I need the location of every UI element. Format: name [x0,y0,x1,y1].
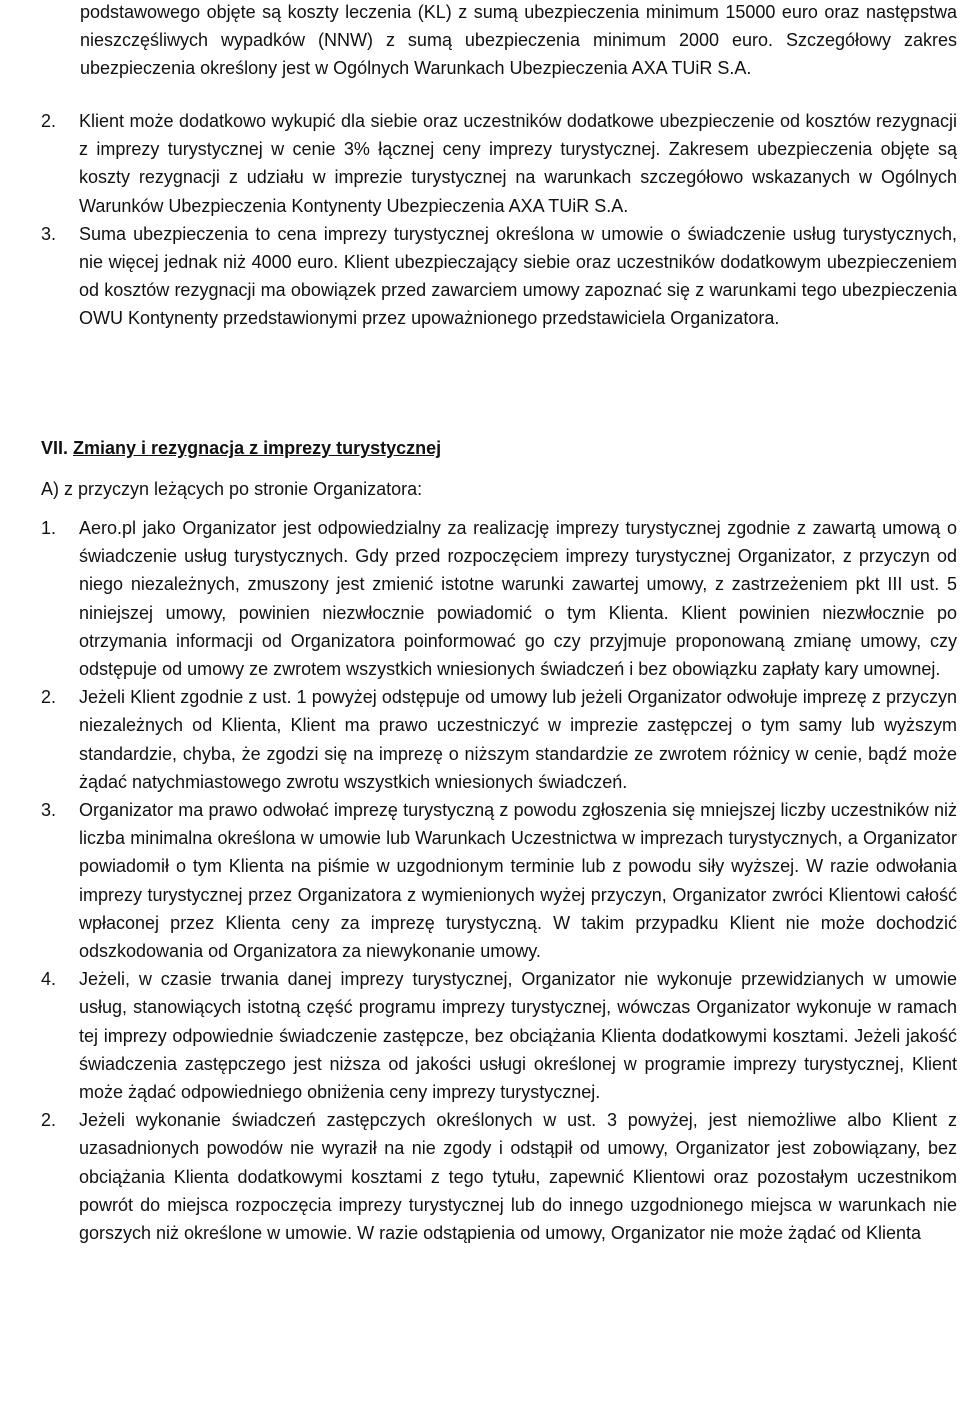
paragraph-continuation: podstawowego objęte są koszty leczenia (KL) z sumą ubezpieczenia minimum 15000 euro oraz następstwa nieszczęśliwych wypadków (NNW) z sumą ubezpieczenia minimum 2000 euro. Szczegółowy zakres ubezpieczenia określony jest w Ogólnych Warunkach Ubezpieczenia AXA TUiR S.A. [80,2,957,79]
list-item-text: Aero.pl jako Organizator jest odpowiedzialny za realizację imprezy turystycznej zgodnie z zawartą umową o świadczenie usług turystycznych. Gdy przed rozpoczęciem imprezy turystycznej Organizator, z przyczyn od niego niezależnych, zmuszony jest zmienić istotne warunki zawartej umowy, z zastrzeżeniem pkt III ust. 5 niniejszej umowy, powinien niezwłocznie powiadomić o tym Klienta. Klient powinien niezwłocznie po otrzymania informacji od Organizatora poinformować go czy przyjmuje proponowaną zmianę umowy, czy odstępuje od umowy ze zwrotem wszystkich wniesionych świadczeń i bez obowiązku zapłaty kary umownej. [79,518,957,680]
list-item-number: 2. [41,111,57,131]
list-item-text: Suma ubezpieczenia to cena imprezy turystycznej określona w umowie o świadczenie usług turystycznych, nie więcej jednak niż 4000 euro. Klient ubezpieczający siebie oraz uczestników dodatkowym ubezpieczeniem od kosztów rezygnacji ma obowiązek przed zawarciem umowy zapoznać się z warunkami tego ubezpieczenia OWU Kontynenty przedstawionymi przez upoważnionego przedstawiciela Organizatora. [79,223,957,329]
section-subtitle: A) z przyczyn leżących po stronie Organizatora: [41,479,423,499]
list-item [41,683,957,796]
list-item-text: Jeżeli wykonanie świadczeń zastępczych określonych w ust. 3 powyżej, jest niemożliwe albo Klient z uzasadnionych powodów nie wyraził na nie zgody i odstąpił od umowy, Organizator jest zobowiązany, bez obciążania Klienta dodatkowymi kosztami z tego tytułu, zapewnić Klientowi oraz pozostałym uczestnikom powrót do miejsca rozpoczęcia imprezy turystycznej lub do innego uzgodnionego miejsca w warunkach nie gorszych niż określone w umowie. W razie odstąpienia od umowy, Organizator nie może żądać od Klienta [79,1110,957,1244]
list-item [41,965,957,1106]
list-item [41,796,957,965]
list-item [41,1106,957,1247]
section-title: Zmiany i rezygnacja z imprezy turystycznej [73,438,442,458]
list-item-text: Jeżeli Klient zgodnie z ust. 1 powyżej odstępuje od umowy lub jeżeli Organizator odwołuje imprezę z przyczyn niezależnych od Klienta, Klient ma prawo uczestniczyć w imprezie zastępczej o tym samy lub wyższym standardzie, chyba, że zgodzi się na imprezę o niższym standardzie ze zwrotem różnicy w cenie, bądź może żądać natychmiastowego zwrotu wszystkich wniesionych świadczeń. [79,687,957,792]
list-item-text: Organizator ma prawo odwołać imprezę turystyczną z powodu zgłoszenia się mniejszej liczby uczestników niż liczba minimalna określona w umowie lub Warunkach Uczestnictwa w imprezach turystycznych, a Organizator powiadomił o tym Klienta na piśmie w uzgodnionym terminie lub z powodu siły wyższej. W razie odwołania imprezy turystycznej przez Organizatora z wymienionych wyżej przyczyn, Organizator zwróci Klientowi całość wpłaconej przez Klienta ceny za imprezę turystyczną. W takim przypadku Klient nie może dochodzić odszkodowania od Organizatora za niewykonanie umowy. [79,800,957,962]
list-item [41,107,957,220]
section-heading [41,434,441,462]
insurance-list [41,107,957,333]
list-item [41,220,957,333]
list-item-number: 3. [41,800,57,821]
organizer-list [41,514,957,1247]
list-item-number: 2. [41,1110,57,1131]
list-item-number: 2. [41,687,57,708]
list-item-text: Klient może dodatkowo wykupić dla siebie oraz uczestników dodatkowe ubezpieczenie od kosztów rezygnacji z imprezy turystycznej w cenie 3% łącznej ceny imprezy turystycznej. Zakresem ubezpieczenia objęte są koszty rezygnacji z udziału w imprezie turystycznej na warunkach szczegółowo wskazanych w Ogólnych Warunków Ubezpieczenia Kontynenty Ubezpieczenia AXA TUiR S.A. [79,111,957,216]
list-item-number: 3. [41,223,57,244]
list-item-number: 1. [41,518,57,538]
list-item-text: Jeżeli, w czasie trwania danej imprezy turystycznej, Organizator nie wykonuje przewidzianych w umowie usług, stanowiących istotną część programu imprezy turystycznej, wówczas Organizator wykonuje w ramach tej imprezy odpowiednie świadczenie zastępcze, bez obciążania Klienta dodatkowymi kosztami. Jeżeli jakość świadczenia zastępczego jest niższa od jakości usługi określonej w programie imprezy turystycznej, Klient może żądać odpowiedniego obniżenia ceny imprezy turystycznej. [79,969,957,1103]
list-item-number: 4. [41,969,57,990]
section-number: VII. [41,438,69,458]
list-item [41,514,957,683]
